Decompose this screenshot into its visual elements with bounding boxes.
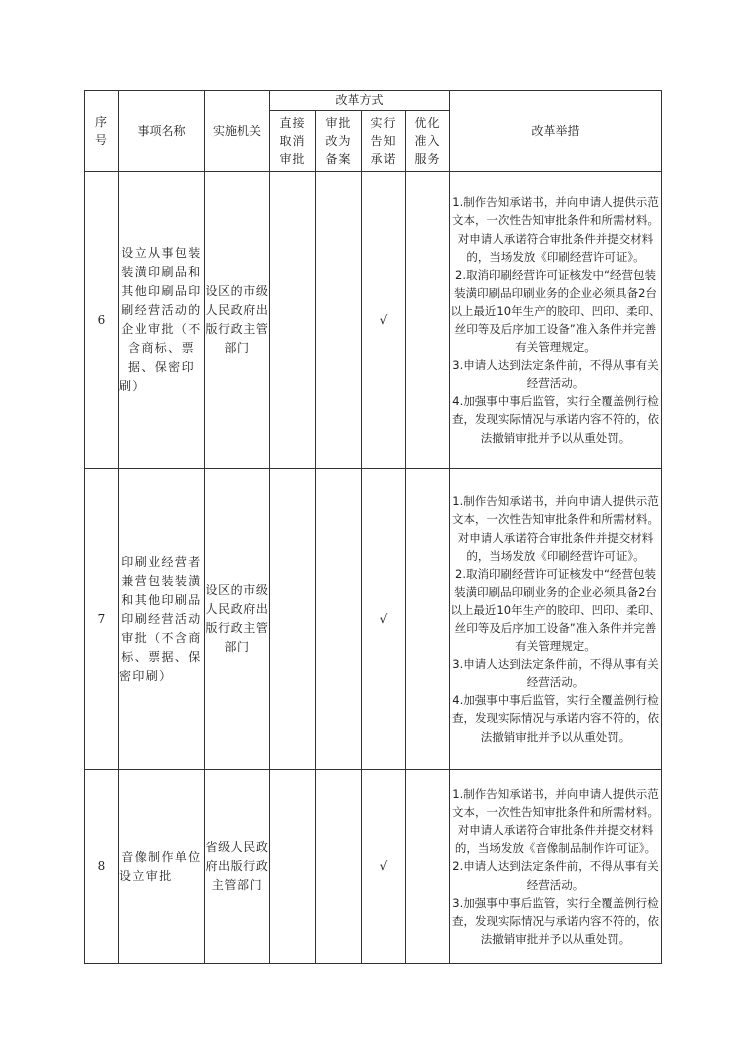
cell-cancel: [270, 469, 316, 770]
table-row: [85, 469, 662, 770]
method-cancel-line3: 审批: [279, 152, 306, 166]
cell-cancel: [270, 172, 316, 469]
row-agency: 设区的市级人民政府出版行政主管部门: [205, 172, 270, 469]
header-method-filing: [316, 111, 362, 172]
method-optimize-line3: 服务: [414, 152, 441, 166]
row-agency: 设区的市级人民政府出版行政主管部门: [205, 469, 270, 770]
measure-item: 1.制作告知承诺书，并向申请人提供示范文本，一次性告知审批条件和所需材料。对申请人承诺符合审批条件并提交材料的，当场发放《印刷经营许可证》。: [452, 195, 660, 264]
table-row: [85, 770, 662, 964]
cell-optimize: [406, 172, 450, 469]
method-optimize-line2: 准入: [414, 134, 441, 148]
method-cancel-line2: 取消: [279, 134, 306, 148]
measure-item: 3.申请人达到法定条件前，不得从事有关经营活动。: [452, 358, 659, 391]
header-method-commitment: [362, 111, 406, 172]
cell-cancel: [270, 770, 316, 964]
measure-item: 2.取消印刷经营许可证核发中“经营包装装潢印刷品印刷业务的企业必须具备2台以上最近10年生产的胶印、凹印、柔印、丝印等及后序加工设备”准入条件并完善有关管理规定。: [450, 267, 661, 355]
row-seq: 8: [85, 770, 119, 964]
measure-item: 3.加强事中事后监管，实行全覆盖例行检查，发现实际情况与承诺内容不符的，依法撤销审批并予以从重处罚。: [452, 895, 660, 946]
cell-optimize: [406, 770, 450, 964]
row-measures: [450, 469, 662, 770]
checkmark: √: [362, 172, 406, 469]
cell-filing: [316, 770, 362, 964]
cell-filing: [316, 172, 362, 469]
row-item-name: 设立从事包装装潢印刷品和其他印刷品印刷经营活动的企业审批（不含商标、票据、保密印刷）: [119, 172, 205, 469]
method-filing-line1: 审批: [325, 116, 352, 130]
measure-item: 4.加强事中事后监管，实行全覆盖例行检查，发现实际情况与承诺内容不符的，依法撤销审批并予以从重处罚。: [452, 394, 660, 445]
method-commitment-line1: 实行: [370, 116, 397, 130]
header-row-1: [85, 91, 662, 111]
header-measures: 改革举措: [450, 91, 662, 172]
header-seq-char2: 号: [94, 133, 108, 147]
measure-item: 2.申请人达到法定条件前，不得从事有关经营活动。: [452, 859, 659, 892]
row-agency: 省级人民政府出版行政主管部门: [205, 770, 270, 964]
header-seq: [85, 91, 119, 172]
row-measures: [450, 770, 662, 964]
method-commitment-line3: 承诺: [370, 152, 397, 166]
measure-item: 3.申请人达到法定条件前，不得从事有关经营活动。: [452, 657, 659, 690]
row-seq: 6: [85, 172, 119, 469]
row-item-name: 印刷业经营者兼营包装装潢和其他印刷品印刷经营活动审批（不含商标、票据、保密印刷）: [119, 469, 205, 770]
row-item-name: 音像制作单位设立审批: [119, 770, 205, 964]
measure-item: 1.制作告知承诺书，并向申请人提供示范文本，一次性告知审批条件和所需材料。对申请人承诺符合审批条件并提交材料的，当场发放《印刷经营许可证》。: [452, 494, 660, 563]
checkmark: √: [362, 469, 406, 770]
row-measures: [450, 172, 662, 469]
method-cancel-line1: 直接: [279, 116, 306, 130]
measure-item: 4.加强事中事后监管，实行全覆盖例行检查，发现实际情况与承诺内容不符的，依法撤销审批并予以从重处罚。: [452, 693, 660, 744]
method-optimize-line1: 优化: [414, 116, 441, 130]
method-filing-line2: 改为: [325, 134, 352, 148]
reform-table: [84, 90, 662, 964]
header-agency: 实施机关: [205, 91, 270, 172]
method-commitment-line2: 告知: [370, 134, 397, 148]
checkmark: √: [362, 770, 406, 964]
cell-filing: [316, 469, 362, 770]
header-item-name: 事项名称: [119, 91, 205, 172]
cell-optimize: [406, 469, 450, 770]
row-seq: 7: [85, 469, 119, 770]
header-method-optimize: [406, 111, 450, 172]
measure-item: 2.取消印刷经营许可证核发中“经营包装装潢印刷品印刷业务的企业必须具备2台以上最近10年生产的胶印、凹印、柔印、丝印等及后序加工设备”准入条件并完善有关管理规定。: [450, 566, 661, 654]
header-seq-char1: 序: [94, 115, 108, 129]
measure-item: 1.制作告知承诺书，并向申请人提供示范文本，一次性告知审批条件和所需材料。对申请人承诺符合审批条件并提交材料的，当场发放《音像制品制作许可证》。: [452, 787, 660, 856]
table-row: [85, 172, 662, 469]
header-reform-method: 改革方式: [270, 91, 450, 111]
method-filing-line3: 备案: [325, 152, 352, 166]
header-method-cancel: [270, 111, 316, 172]
